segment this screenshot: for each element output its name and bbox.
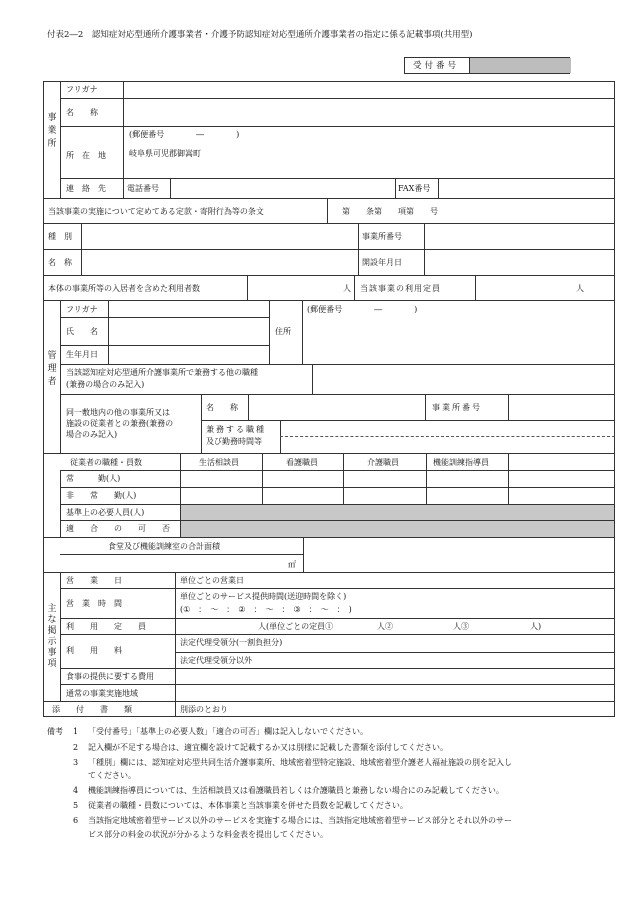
articles-label: 当該事業の実施について定めてある定款・寄附行為等の条文 bbox=[48, 207, 264, 216]
staff-col-trainer: 機能訓練指導員 bbox=[433, 458, 489, 467]
manager-furigana-label: フリガナ bbox=[66, 305, 98, 314]
office-section-label: 事業所 bbox=[47, 113, 57, 149]
staff-col-counselor: 生活相談員 bbox=[199, 458, 239, 467]
manager-name-label: 氏 名 bbox=[66, 327, 98, 336]
note-text: 「受付番号」「基準上の必要人数」「適合の可否」欄は記入しないでください。 bbox=[88, 727, 368, 736]
attached-value: 別添のとおり bbox=[180, 705, 228, 714]
items-section-label: 主な掲示事項 bbox=[47, 604, 57, 669]
items-capacity-unit-1: 人(単位ごとの定員① bbox=[258, 622, 334, 631]
manager-address-label: 住所 bbox=[275, 327, 291, 336]
items-capacity-unit-2: 人② bbox=[377, 622, 393, 631]
note-text: 当該指定地域密着型サービス以外のサービスを実施する場合には、当該指定地域密着型サービス部分とそれ以外のサー bbox=[88, 816, 512, 825]
office-number-input[interactable] bbox=[427, 225, 612, 247]
manager-postal: (郵便番号 ― ) bbox=[307, 305, 418, 314]
same-site-label-1: 同一敷地内の他の事業所又は bbox=[66, 408, 170, 417]
office-furigana-label: フリガナ bbox=[66, 85, 98, 94]
items-capacity-unit-4: 人) bbox=[530, 622, 542, 631]
items-meal-input[interactable] bbox=[178, 670, 612, 683]
articles-value[interactable]: 第 条第 項第 号 bbox=[342, 207, 438, 216]
staff-col-caregiver: 介護職員 bbox=[367, 458, 399, 467]
receipt-number-field[interactable] bbox=[469, 58, 571, 73]
same-site-label-3: 場合のみ記入) bbox=[66, 430, 118, 439]
note-number: 1 bbox=[73, 727, 79, 736]
same-site-label-2: 施設の従業者との兼務(兼務の bbox=[66, 419, 174, 428]
office-postal: (郵便番号 ― ) bbox=[129, 130, 240, 139]
staff-row-compliance: 適 合 の 可 否 bbox=[66, 524, 170, 533]
staff-row-required: 基準上の必要人員(人) bbox=[66, 508, 145, 517]
items-fee-label: 利 用 料 bbox=[66, 646, 122, 655]
users-unit: 人 bbox=[343, 284, 351, 293]
same-site-name-input[interactable] bbox=[251, 396, 423, 418]
items-hours-label: 営 業 時 間 bbox=[66, 599, 122, 608]
office-fax-input[interactable] bbox=[440, 180, 612, 196]
items-meal-label: 食事の提供に要する費用 bbox=[66, 672, 154, 681]
items-hours-value: 単位ごとのサービス提供時間(送迎時間を除く) bbox=[180, 592, 347, 601]
capacity-label: 当該事業の利用定員 bbox=[360, 284, 441, 293]
office-location-label: 所 在 地 bbox=[66, 151, 106, 160]
office-name-input[interactable] bbox=[126, 100, 612, 125]
office-tel-input[interactable] bbox=[172, 180, 393, 196]
receipt-number-box bbox=[404, 57, 570, 74]
manager-section-label: 管理者 bbox=[47, 351, 57, 387]
items-capacity-label: 利 用 定 員 bbox=[66, 622, 146, 631]
note-number: 6 bbox=[73, 816, 79, 825]
type-input[interactable] bbox=[84, 225, 356, 247]
concurrent-duty-label: 当該認知症対応型通所介護事業所で兼務する他の職種 bbox=[66, 368, 258, 377]
note-text: 記入欄が不足する場合は、適宜欄を設けて記載するか又は別様に記載した書類を添付してください。 bbox=[88, 743, 448, 752]
attached-label: 添 付 書 類 bbox=[52, 705, 132, 714]
office-contact-label: 連 絡 先 bbox=[66, 184, 106, 193]
duty-label-1: 兼務する職種 bbox=[206, 425, 266, 434]
staff-header: 従業者の職種・員数 bbox=[70, 458, 142, 467]
items-area-label: 通常の事業実施地域 bbox=[66, 689, 138, 698]
note-text-continued: ビス部分の料金の状況が分かるような料金表を提出してください。 bbox=[88, 830, 328, 839]
manager-name-input[interactable] bbox=[111, 319, 267, 343]
staff-row-fulltime: 常 勤(人) bbox=[66, 474, 121, 483]
same-site-name-label: 名 称 bbox=[206, 403, 238, 412]
items-days-label: 営 業 日 bbox=[66, 576, 122, 585]
note-text: 従業者の職種・員数については、本体事業と当該事業を併せた員数を記載してください。 bbox=[88, 801, 408, 810]
receipt-number-label: 受付番号 bbox=[413, 61, 460, 71]
concurrent-duty-input[interactable] bbox=[315, 366, 612, 392]
note-number: 5 bbox=[73, 801, 79, 810]
duty-label-2: 及び勤務時間等 bbox=[206, 437, 262, 446]
office-name-label: 名 称 bbox=[66, 108, 98, 117]
corp-name-label: 名 称 bbox=[48, 258, 72, 267]
office-number-label: 事業所番号 bbox=[362, 232, 402, 241]
note-text: 機能訓練指導員については、生活相談員又は看護職員若しくは介護職員と兼務しない場合にのみ記載してください。 bbox=[88, 786, 504, 795]
concurrent-duty-note: (兼務の場合のみ記入) bbox=[66, 380, 145, 389]
items-fee-1: 法定代理受領分(一割負担分) bbox=[180, 638, 283, 647]
area-label: 食堂及び機能訓練室の合計面積 bbox=[108, 542, 220, 551]
established-date-label: 開設年月日 bbox=[362, 258, 402, 267]
items-area-input[interactable] bbox=[178, 686, 612, 700]
note-text-continued: てください。 bbox=[88, 771, 136, 780]
area-unit: ㎡ bbox=[288, 560, 296, 569]
established-date-input[interactable] bbox=[427, 251, 612, 273]
items-capacity-unit-3: 人③ bbox=[453, 622, 469, 631]
manager-birth-label: 生年月日 bbox=[66, 350, 98, 359]
note-text: 「種別」欄には、認知症対応型共同生活介護事業所、地域密着型特定施設、地域密着型介護老人福祉施設の別を記入し bbox=[88, 758, 512, 767]
items-fee-2: 法定代理受領分以外 bbox=[180, 656, 252, 665]
note-number: 3 bbox=[73, 758, 79, 767]
note-number: 2 bbox=[73, 743, 79, 752]
office-address[interactable]: 岐阜県可児郡御嵩町 bbox=[129, 149, 201, 158]
office-fax-label: FAX番号 bbox=[398, 184, 431, 193]
notes-head: 備考 bbox=[47, 727, 63, 736]
same-site-office-number-label: 事業所番号 bbox=[432, 403, 482, 412]
office-tel-label: 電話番号 bbox=[127, 184, 159, 193]
staff-col-nurse: 看護職員 bbox=[286, 458, 318, 467]
office-furigana-input[interactable] bbox=[126, 82, 612, 97]
users-label: 本体の事業所等の入居者を含めた利用者数 bbox=[48, 284, 200, 293]
corp-name-input[interactable] bbox=[84, 251, 356, 273]
items-hours-slots[interactable]: (① ： ～ ： ② ： ～ ： ③ ： ～ ： ) bbox=[180, 605, 352, 614]
form-title: 付表2―2 認知症対応型通所介護事業者・介護予防認知症対応型通所介護事業者の指定に係る記載事項(共用型) bbox=[47, 30, 473, 40]
note-number: 4 bbox=[73, 786, 79, 795]
items-days-value[interactable]: 単位ごとの営業日 bbox=[180, 576, 244, 585]
type-label: 種 別 bbox=[48, 232, 72, 241]
staff-row-parttime: 非 常 勤(人) bbox=[66, 491, 137, 500]
capacity-unit: 人 bbox=[576, 284, 584, 293]
